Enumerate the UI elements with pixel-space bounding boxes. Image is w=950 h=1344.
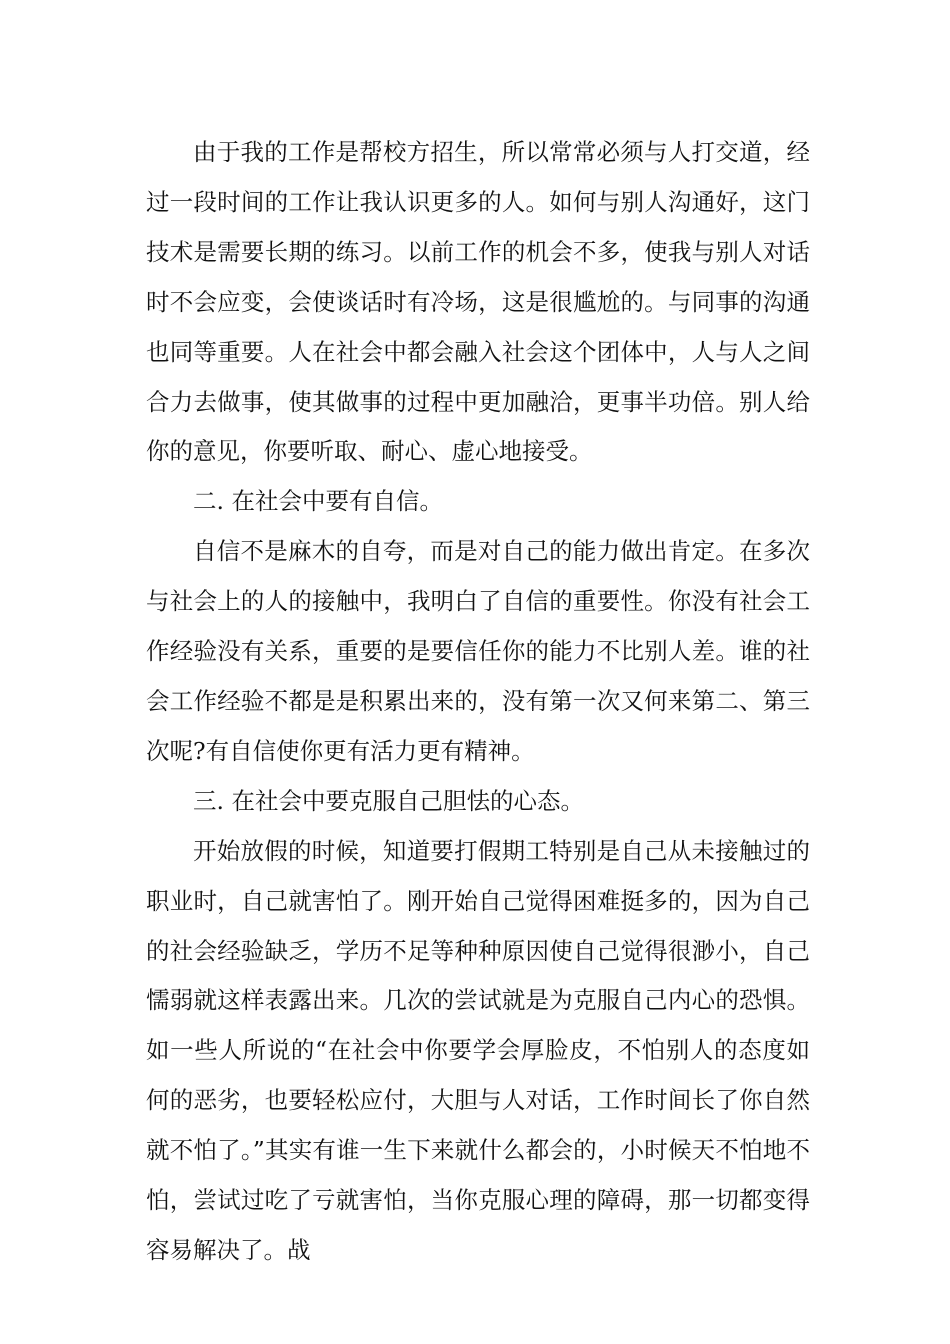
document-body [146,128,810,1276]
paragraph-overcome-timidity: 开始放假的时候，知道要打假期工特别是自己从未接触过的职业时，自己就害怕了。刚开始自己觉得困难挺多的，因为自己的社会经验缺乏，学历不足等种种原因使自己觉得很渺小，自己懦弱就这样表露出来。几次的尝试就是为克服自己内心的恐惧。如一些人所说的“在社会中你要学会厚脸皮，不怕别人的态度如何的恶劣，也要轻松应付，大胆与人对话，工作时间长了你自然就不怕了。”其实有谁一生下来就什么都会的，小时候天不怕地不怕，尝试过吃了亏就害怕，当你克服心理的障碍，那一切都变得容易解决了。战 [146,836,810,1264]
paragraph-self-confidence: 自信不是麻木的自夸，而是对自己的能力做出肯定。在多次与社会上的人的接触中，我明白了自信的重要性。你没有社会工作经验没有关系，重要的是要信任你的能力不比别人差。谁的社会工作经验不都是是积累出来的，没有第一次又何来第二、第三次呢?有自信使你更有活力更有精神。 [146,537,810,765]
paragraph-communication: 由于我的工作是帮校方招生，所以常常必须与人打交道，经过一段时间的工作让我认识更多的人。如何与别人沟通好，这门技术是需要长期的练习。以前工作的机会不多，使我与别人对话时不会应变，会使谈话时有冷场，这是很尴尬的。与同事的沟通也同等重要。人在社会中都会融入社会这个团体中，人与人之间合力去做事，使其做事的过程中更加融洽，更事半功倍。别人给你的意见，你要听取、耐心、虚心地接受。 [146,138,810,466]
heading-overcome-timidity: 三. 在社会中要克服自己胆怯的心态。 [193,786,584,815]
heading-self-confidence: 二. 在社会中要有自信。 [193,487,443,516]
